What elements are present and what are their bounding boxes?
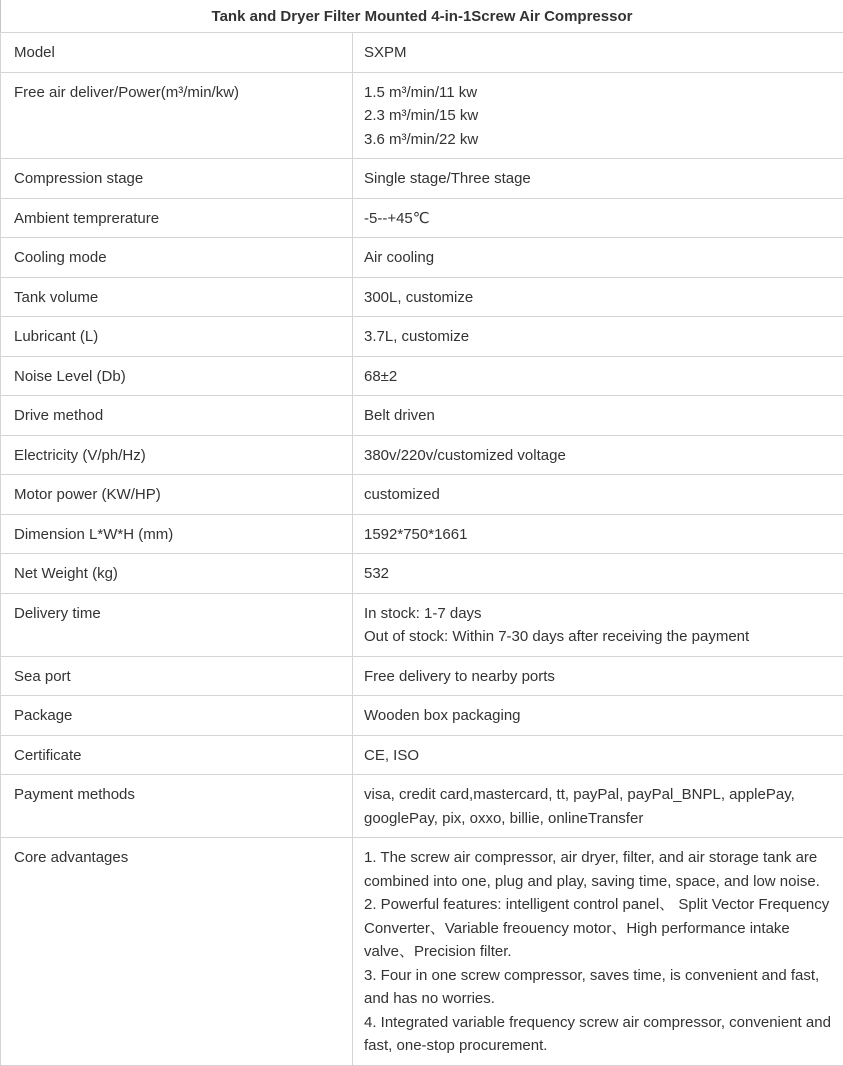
table-row: [1, 593, 843, 656]
spec-value-line: SXPM: [364, 41, 833, 65]
spec-value-line: Belt driven: [364, 404, 833, 428]
spec-value-line: 1. The screw air compressor, air dryer, filter, and air storage tank are combined into one, plug and play, saving time, space, and low noise.: [364, 846, 833, 893]
table-row: [1, 554, 843, 594]
spec-value: [353, 696, 843, 736]
spec-value: [353, 396, 843, 436]
spec-label: Free air deliver/Power(m³/min/kw): [1, 72, 353, 159]
spec-value: [353, 838, 843, 1066]
spec-label: Delivery time: [1, 593, 353, 656]
table-row: [1, 396, 843, 436]
spec-value-line: 380v/220v/customized voltage: [364, 444, 833, 468]
table-row: [1, 775, 843, 838]
spec-label: Compression stage: [1, 159, 353, 199]
spec-label: Model: [1, 33, 353, 73]
spec-value: [353, 593, 843, 656]
table-row: [1, 696, 843, 736]
spec-value-line: 3. Four in one screw compressor, saves time, is convenient and fast, and has no worries.: [364, 964, 833, 1011]
table-row: [1, 198, 843, 238]
spec-value-line: 300L, customize: [364, 286, 833, 310]
spec-value: [353, 435, 843, 475]
spec-value: [353, 277, 843, 317]
spec-value-line: In stock: 1-7 days: [364, 602, 833, 626]
spec-value: [353, 475, 843, 515]
spec-label: Dimension L*W*H (mm): [1, 514, 353, 554]
spec-label: Package: [1, 696, 353, 736]
spec-label: Cooling mode: [1, 238, 353, 278]
spec-label: Drive method: [1, 396, 353, 436]
spec-value: [353, 72, 843, 159]
spec-value-line: Out of stock: Within 7-30 days after receiving the payment: [364, 625, 833, 649]
spec-label: Motor power (KW/HP): [1, 475, 353, 515]
table-row: [1, 33, 843, 73]
spec-value-line: Wooden box packaging: [364, 704, 833, 728]
spec-value: [353, 33, 843, 73]
spec-value-line: -5--+45℃: [364, 207, 833, 231]
spec-label: Net Weight (kg): [1, 554, 353, 594]
table-row: [1, 514, 843, 554]
spec-label: Payment methods: [1, 775, 353, 838]
table-row: [1, 277, 843, 317]
spec-label: Electricity (V/ph/Hz): [1, 435, 353, 475]
spec-value-line: 3.6 m³/min/22 kw: [364, 128, 833, 152]
spec-value-line: visa, credit card,mastercard, tt, payPal, payPal_BNPL, applePay, googlePay, pix, oxxo, billie, onlineTransfer: [364, 783, 833, 830]
spec-value-line: 2. Powerful features: intelligent control panel、 Split Vector Frequency Converter、Variable freouency motor、High performance intake valve、Precision filter.: [364, 893, 833, 964]
spec-value: [353, 317, 843, 357]
table-row: [1, 317, 843, 357]
spec-label: Certificate: [1, 735, 353, 775]
spec-value: [353, 159, 843, 199]
spec-value-line: 532: [364, 562, 833, 586]
spec-value-line: Single stage/Three stage: [364, 167, 833, 191]
spec-value: [353, 514, 843, 554]
spec-label: Tank volume: [1, 277, 353, 317]
spec-table-body: [1, 33, 843, 1066]
table-row: [1, 238, 843, 278]
spec-value-line: 1.5 m³/min/11 kw: [364, 81, 833, 105]
table-row: [1, 656, 843, 696]
spec-value: [353, 735, 843, 775]
spec-value-line: 4. Integrated variable frequency screw air compressor, convenient and fast, one-stop procurement.: [364, 1011, 833, 1058]
spec-value: [353, 554, 843, 594]
table-row: [1, 735, 843, 775]
spec-value-line: customized: [364, 483, 833, 507]
spec-label: Ambient temprerature: [1, 198, 353, 238]
spec-value-line: 1592*750*1661: [364, 523, 833, 547]
spec-value-line: CE, ISO: [364, 744, 833, 768]
spec-value-line: 3.7L, customize: [364, 325, 833, 349]
spec-value-line: Air cooling: [364, 246, 833, 270]
table-row: [1, 435, 843, 475]
spec-value: [353, 656, 843, 696]
table-header-row: [1, 0, 843, 33]
spec-value: [353, 238, 843, 278]
table-row: [1, 159, 843, 199]
spec-value-line: 2.3 m³/min/15 kw: [364, 104, 833, 128]
spec-label: Noise Level (Db): [1, 356, 353, 396]
spec-label: Core advantages: [1, 838, 353, 1066]
table-row: [1, 838, 843, 1066]
spec-value: [353, 198, 843, 238]
table-row: [1, 72, 843, 159]
table-row: [1, 475, 843, 515]
table-title: Tank and Dryer Filter Mounted 4-in-1Screw Air Compressor: [1, 0, 843, 33]
table-row: [1, 356, 843, 396]
spec-value-line: Free delivery to nearby ports: [364, 665, 833, 689]
spec-value-line: 68±2: [364, 365, 833, 389]
spec-value: [353, 356, 843, 396]
spec-label: Sea port: [1, 656, 353, 696]
spec-value: [353, 775, 843, 838]
spec-label: Lubricant (L): [1, 317, 353, 357]
